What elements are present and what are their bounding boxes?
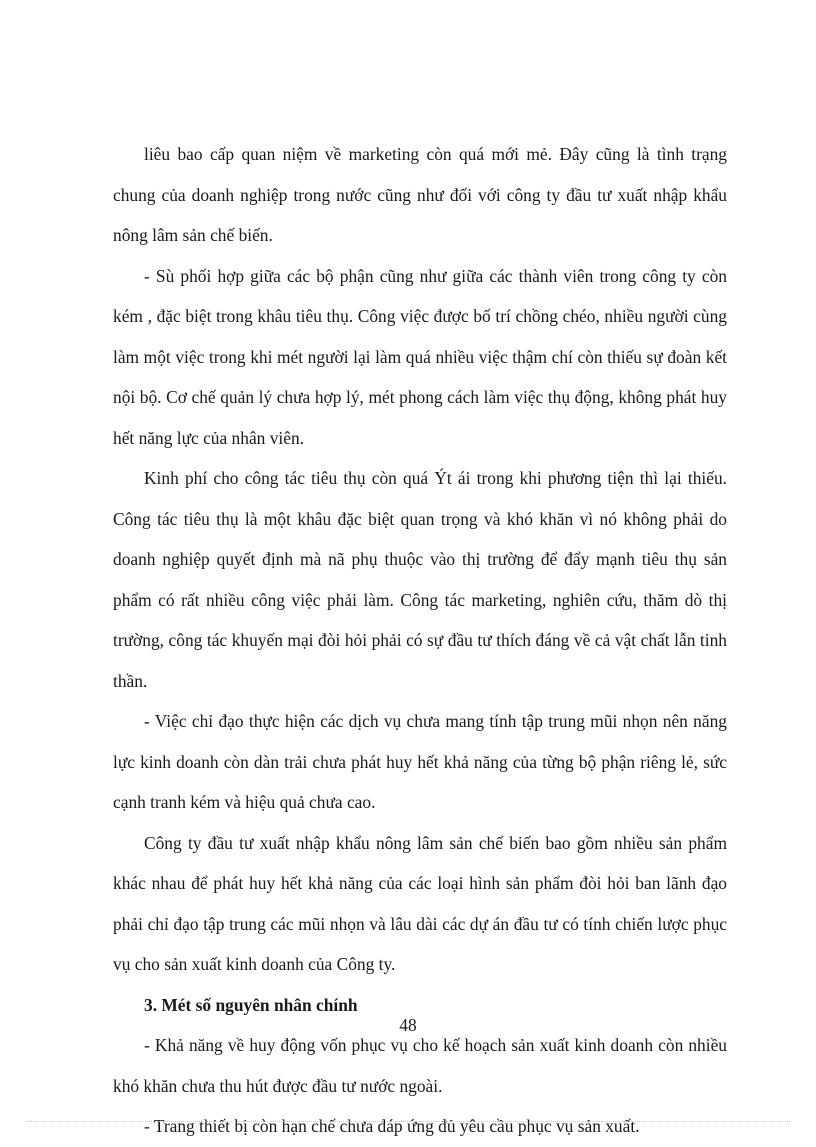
paragraph: - Trang thiết bị còn hạn chế chưa đáp ứng đủ yêu cầu phục vụ sản xuất. xyxy=(144,1116,640,1136)
page-divider xyxy=(26,1121,790,1122)
page-body xyxy=(113,134,727,1147)
paragraph: Công ty đầu tư xuất nhập khẩu nông lâm sản chế biến bao gồm nhiều sản phẩm khác nhau để phát huy hết khả năng của các loại hình sản phẩm đòi hỏi ban lãnh đạo phải chỉ đạo tập trung các mũi nhọn và lâu dài các dự án đầu tư có tính chiến lược phục vụ cho sản xuất kinh doanh của Công ty. xyxy=(113,832,727,974)
paragraph: - Việc chỉ đạo thực hiện các dịch vụ chưa mang tính tập trung mũi nhọn nên năng lực kinh doanh còn dàn trải chưa phát huy hết khả năng của từng bộ phận riêng lẻ, sức cạnh tranh kém và hiệu quả chưa cao. xyxy=(113,711,727,812)
paragraph: Kinh phí cho công tác tiêu thụ còn quá Ýt ái trong khi phương tiện thì lại thiếu. Công tác tiêu thụ là một khâu đặc biệt quan trọng và khó khăn vì nó không phải do doanh nghiệp quyết định mà nã phụ thuộc vào thị trường để đẩy mạnh tiêu thụ sản phẩm có rất nhiều công việc phải làm. Công tác marketing, nghiên cứu, thăm dò thị trường, công tác khuyến mại đòi hỏi phải có sự đầu tư thích đáng về cả vật chất lẫn tinh thần. xyxy=(113,468,727,691)
paragraph: - Sù phối hợp giữa các bộ phận cũng như giữa các thành viên trong công ty còn kém , đặc biệt trong khâu tiêu thụ. Công việc được bố trí chồng chéo, nhiều người cùng làm một việc trong khi mét người lại làm quá nhiều việc thậm chí còn thiếu sự đoàn kết nội bộ. Cơ chế quản lý chưa hợp lý, mét phong cách làm việc thụ động, không phát huy hết năng lực của nhân viên. xyxy=(113,265,727,448)
paragraph: - Khả năng về huy động vốn phục vụ cho kế hoạch sản xuất kinh doanh còn nhiều khó khăn chưa thu hút được đầu tư nước ngoài. xyxy=(113,1035,727,1096)
page-number: 48 xyxy=(399,1015,417,1035)
section-heading: 3. Mét số nguyên nhân chính xyxy=(144,994,358,1015)
paragraph: liêu bao cấp quan niệm về marketing còn quá mới mẻ. Đây cũng là tình trạng chung của doanh nghiệp trong nước cũng như đối với công ty đầu tư xuất nhập khẩu nông lâm sản chế biến. xyxy=(113,144,727,245)
